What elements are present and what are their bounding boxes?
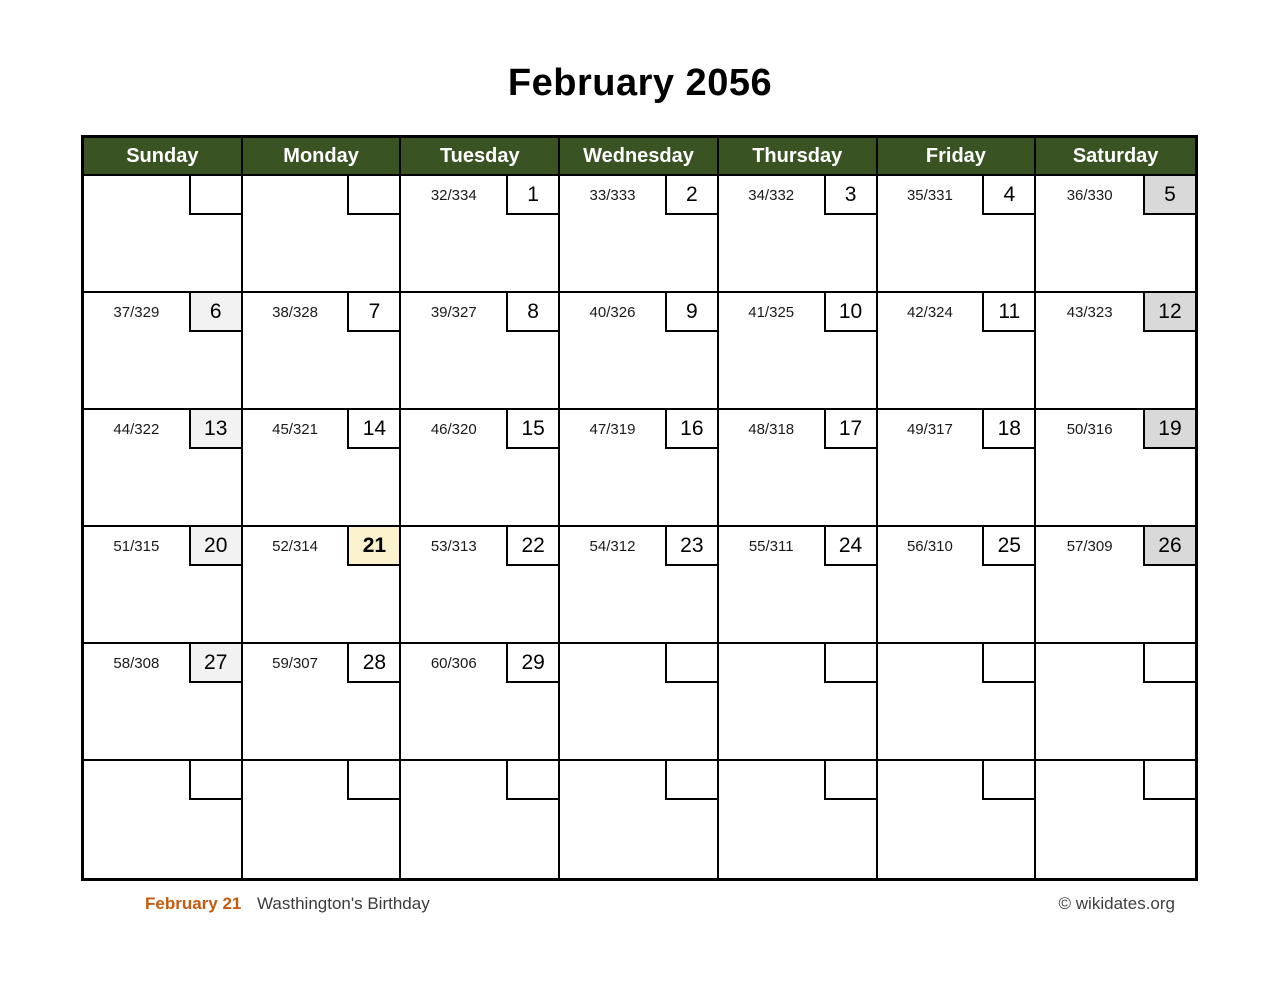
day-of-year-label: 38/328 (272, 303, 318, 321)
day-cell-empty (243, 176, 402, 293)
day-cell-3 (719, 176, 878, 293)
day-number-box: 18 (982, 410, 1034, 449)
day-of-year-label (719, 644, 824, 682)
holiday-name-label: Wasthington's Birthday (257, 894, 430, 913)
day-of-year-label: 40/326 (589, 303, 636, 321)
day-cell-11 (878, 293, 1037, 410)
day-cell-empty (878, 644, 1037, 761)
day-cell-13 (84, 410, 243, 527)
day-cell-6 (84, 293, 243, 410)
empty-day-box (189, 176, 241, 215)
day-number-box: 20 (189, 527, 241, 566)
weekday-header-friday: Friday (878, 138, 1037, 176)
day-number-box: 22 (506, 527, 558, 566)
day-of-year-label (560, 761, 665, 799)
day-cell-19 (1036, 410, 1195, 527)
day-of-year-label: 47/319 (589, 420, 636, 438)
day-number-box: 15 (506, 410, 558, 449)
day-cell-21 (243, 527, 402, 644)
weekday-header-wednesday: Wednesday (560, 138, 719, 176)
day-cell-empty (84, 761, 243, 878)
day-number-box: 2 (665, 176, 717, 215)
empty-day-box (1143, 761, 1195, 800)
day-of-year-label: 34/332 (748, 186, 795, 204)
day-of-year-label: 36/330 (1066, 186, 1113, 204)
day-cell-2 (560, 176, 719, 293)
calendar-table (81, 135, 1198, 881)
day-of-year-label: 57/309 (1066, 537, 1113, 555)
empty-day-box (506, 761, 558, 800)
day-of-year-label: 52/314 (272, 537, 318, 555)
day-of-year-label: 41/325 (748, 303, 795, 321)
day-cell-12 (1036, 293, 1195, 410)
day-number-box: 11 (982, 293, 1034, 332)
day-number-box: 28 (347, 644, 399, 683)
day-of-year-label: 51/315 (113, 537, 160, 555)
day-number-box: 19 (1143, 410, 1195, 449)
footer (0, 894, 1280, 918)
day-number-box: 16 (665, 410, 717, 449)
day-of-year-label (719, 761, 824, 799)
day-cell-14 (243, 410, 402, 527)
day-cell-24 (719, 527, 878, 644)
day-number-box: 8 (506, 293, 558, 332)
day-cell-1 (401, 176, 560, 293)
day-number-box: 6 (189, 293, 241, 332)
day-number-box: 29 (506, 644, 558, 683)
day-number-box: 3 (824, 176, 876, 215)
day-cell-7 (243, 293, 402, 410)
day-cell-26 (1036, 527, 1195, 644)
day-of-year-label: 53/313 (430, 537, 477, 555)
day-of-year-label (243, 761, 348, 799)
day-of-year-label: 42/324 (906, 303, 953, 321)
day-cell-empty (878, 761, 1037, 878)
day-cell-8 (401, 293, 560, 410)
day-number-box: 1 (506, 176, 558, 215)
day-number-box: 25 (982, 527, 1034, 566)
day-of-year-label: 44/322 (113, 420, 160, 438)
day-number-box: 21 (347, 527, 399, 566)
day-cell-23 (560, 527, 719, 644)
holiday-date-label: February 21 (145, 894, 242, 913)
day-of-year-label (84, 761, 189, 799)
weekday-header-saturday: Saturday (1036, 138, 1195, 176)
day-cell-22 (401, 527, 560, 644)
empty-day-box (189, 761, 241, 800)
day-number-box: 4 (982, 176, 1034, 215)
day-cell-empty (560, 644, 719, 761)
empty-day-box (665, 644, 717, 683)
day-of-year-label: 54/312 (589, 537, 636, 555)
day-of-year-label: 58/308 (113, 654, 160, 672)
day-cell-empty (401, 761, 560, 878)
day-cell-16 (560, 410, 719, 527)
day-of-year-label (243, 176, 348, 214)
day-of-year-label: 39/327 (430, 303, 477, 321)
empty-day-box (824, 644, 876, 683)
empty-day-box (347, 176, 399, 215)
empty-day-box (1143, 644, 1195, 683)
day-of-year-label: 37/329 (113, 303, 160, 321)
day-cell-empty (719, 761, 878, 878)
empty-day-box (824, 761, 876, 800)
day-of-year-label: 43/323 (1066, 303, 1113, 321)
day-cell-empty (719, 644, 878, 761)
day-cell-empty (243, 761, 402, 878)
day-cell-4 (878, 176, 1037, 293)
day-number-box: 7 (347, 293, 399, 332)
empty-day-box (665, 761, 717, 800)
day-cell-25 (878, 527, 1037, 644)
day-of-year-label (878, 761, 983, 799)
day-of-year-label: 60/306 (430, 654, 477, 672)
day-cell-15 (401, 410, 560, 527)
day-cell-empty (560, 761, 719, 878)
day-of-year-label (84, 176, 189, 214)
copyright-label: © wikidates.org (1058, 894, 1175, 913)
day-number-box: 12 (1143, 293, 1195, 332)
day-of-year-label: 45/321 (272, 420, 318, 438)
day-of-year-label: 50/316 (1066, 420, 1113, 438)
day-cell-empty (1036, 644, 1195, 761)
day-of-year-label: 35/331 (906, 186, 953, 204)
empty-day-box (982, 644, 1034, 683)
day-of-year-label: 46/320 (430, 420, 477, 438)
day-number-box: 26 (1143, 527, 1195, 566)
day-number-box: 27 (189, 644, 241, 683)
day-of-year-label: 59/307 (272, 654, 318, 672)
day-cell-17 (719, 410, 878, 527)
day-of-year-label (401, 761, 506, 799)
day-cell-28 (243, 644, 402, 761)
day-of-year-label: 32/334 (430, 186, 477, 204)
empty-day-box (982, 761, 1034, 800)
day-number-box: 23 (665, 527, 717, 566)
day-of-year-label (1036, 644, 1143, 682)
empty-day-box (347, 761, 399, 800)
page-title: February 2056 (507, 62, 773, 104)
weekday-header-thursday: Thursday (719, 138, 878, 176)
day-of-year-label: 33/333 (589, 186, 636, 204)
day-cell-5 (1036, 176, 1195, 293)
weekday-header-tuesday: Tuesday (401, 138, 560, 176)
day-cell-27 (84, 644, 243, 761)
day-of-year-label: 56/310 (906, 537, 953, 555)
day-of-year-label (1036, 761, 1143, 799)
day-cell-empty (84, 176, 243, 293)
weekday-header-sunday: Sunday (84, 138, 243, 176)
day-cell-18 (878, 410, 1037, 527)
day-cell-10 (719, 293, 878, 410)
day-cell-29 (401, 644, 560, 761)
day-number-box: 10 (824, 293, 876, 332)
day-of-year-label (560, 644, 665, 682)
day-number-box: 9 (665, 293, 717, 332)
day-number-box: 13 (189, 410, 241, 449)
day-of-year-label: 48/318 (748, 420, 795, 438)
day-cell-20 (84, 527, 243, 644)
day-number-box: 5 (1143, 176, 1195, 215)
day-cell-9 (560, 293, 719, 410)
day-of-year-label (878, 644, 983, 682)
day-number-box: 24 (824, 527, 876, 566)
weekday-header-monday: Monday (243, 138, 402, 176)
day-number-box: 17 (824, 410, 876, 449)
day-of-year-label: 55/311 (748, 537, 794, 555)
day-cell-empty (1036, 761, 1195, 878)
day-of-year-label: 49/317 (906, 420, 953, 438)
day-number-box: 14 (347, 410, 399, 449)
